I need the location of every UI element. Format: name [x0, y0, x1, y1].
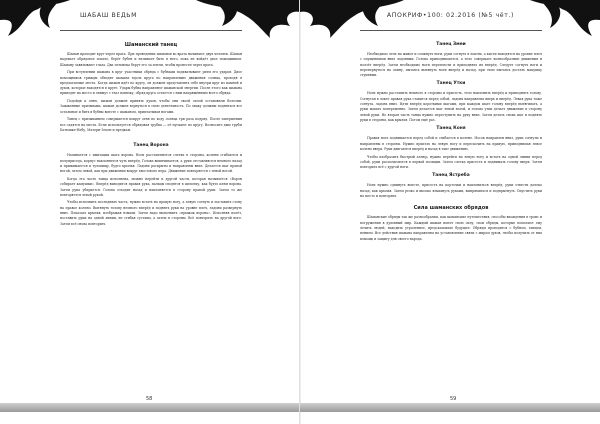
tribal-ornament-right [300, 0, 600, 40]
paragraph: Ноги нужно сдвинуть вместе, присесть на корточки и наклониться вперёд, руки отвести далеко назад, как крылья. Затем резко и высоко взмахнуть руками, выпрямиться и подпрыгнуть. Опустить руки на место и повторить. [360, 183, 542, 199]
tribal-ornament-left [0, 0, 300, 40]
section-title: Танец Утки [436, 81, 466, 87]
paragraph: Необходимо лечь на живот и сомкнуть ноги, руки согнуть в локтях, а кисти находятся на уровне плеч с опущенными вниз ладонями. Голова приподнимается, а тело совершает волнообразные движения и ползёт вперёд. Затем необходимо ноги переплести и приподнять их вперёд. Следует согнуть ноги и перевернуться на спину, пытаясь вытянуть ноги вперёд и назад, при этом пытаясь достать макушку ступнями. [360, 52, 542, 78]
section-title: Танец Коня [436, 126, 466, 132]
paragraph: Подойдя к огню, шаман должен принять духов, чтобы они своей силой остановили болезни. Зажженные призывами, шаман должен вернуться в свою деятельность. По знаку должны подняться все остальные и бить в бубны вместе с шаманом, приплатывая ногами. [60, 99, 242, 114]
paragraph: Чтобы изобразить быстрый аллюр, нужно перейти на левую ногу и встать на одной линии перед собой, руки располагаются в первой позиции. Затем слегка присесть и поднимать голову вверх. Затем повторить всё с другой ноги. [360, 154, 542, 170]
paragraph: При вступлении шамана в круг участники обряда с бубнами подхватывают ритм его ударов. Двое помощников трижды обводят шамана вдоль круга по направлению движения солнца, проходя в предлагаемые места. Когда шаман идёт по кругу, он должен представлять себе внутри круг из камней и духов, которые находятся в круге. Удары бубна направляют шаманской энергии. После этого как шамана приводят на место и снимут с глаз повязку, обряд круга остается с ним напряжённым всего обряда. [60, 70, 242, 96]
running-header: АПОКРИФ•100: 02.2016 (№5 чёт.) [386, 12, 514, 19]
bottom-bar [300, 403, 600, 412]
header-rule [360, 30, 542, 31]
paragraph: Правая нога поднимается перед собой и сгибается в колене. Носок направлен вниз, руки согнуты и направлены в стороны. Нужно прыгать на левую ногу и перескочить на правую, приподнимая левое колено вверх. Руки двигаются вперёд и назад в такт движению. [360, 136, 542, 151]
paragraph: Танец с призыванием совершается вокруг огня по ходу солнца три раза подряд. После завершения все садятся на места. Если используется обрядовая трубка — её пускают по кругу. Возносите дым трубы Батюшке-Небу, Матери-Земле и предкам. [60, 117, 242, 133]
paragraph: Начинается с имитации шага ворона. Ноги расставляются слегка в стороны, колени сгибаются и полуприседа, корпус наклоняется чуть вперёд. Голова выпячивается, а руки отставляются немного назад и прижимаются к туловищу, будто крылья. Ладони раскрыты и направлены вниз. Делается шаг правой ногой, затем левой, как при движении вокруг хвостового пера. Движение повторяется с левой ногой. [60, 153, 242, 174]
section-title: Шаманский танец [124, 42, 178, 48]
paragraph: Шаман проходит круг через врата. При проведении шаманов во врата начинают двух человек. Шаман надевает обрядовое платье, берёт бубен и начинает бить в него, пока не войдёт двое помощников. Шаману завязывают глаза. Два человека берут его за плечи, чтобы провести через врата. [60, 52, 242, 67]
running-header: ШАБАШ ВЕДЬМ [80, 12, 138, 19]
paragraph: Когда эта часть танца исполнена, можно перейти к другой части, которая называется «Ворон собирает камушки». Вперёд выводится правая рука, пальцы сводятся в щепотку, как будто клюв ворона. Затем рука убирается. Голова отходит назад и наклоняется в сторону правой руки. Затем то же повторяется левой рукой. [60, 176, 242, 197]
page-body [360, 42, 542, 244]
paragraph: Чтобы исполнить последнюю часть, нужно встать на правую ногу, а левую согнуть и поставить стопу на правое колено. Вытянуть голову немного вперёд и поднять руки на уровне плеч, ладони развернуть вниз. Показать крылья, изображая взмахи. Затем надо выполнить «прыжок ворона». Исполняя полёт, поставить руки на одной линии, не сгибая суставы, а затем в стороны. Всё повторить на другой ноге. Затем всё снова повторить. [60, 200, 242, 226]
page-number: 58 [146, 396, 153, 402]
header-rule [60, 30, 242, 31]
paragraph: Ноги нужно расставить немного в стороны и присесть, тело наклонить вперёд и приподнять голову. Согнутая в локте правая рука ставится перед собой, ладонь направлена вверх и вперёд. Левая рука тоже согнута, ладонь вниз. Идти вперёд короткими шагами, при каждом шаге голову вперёд вытягивать, а руки махать попеременно. Затем делается шаг левой ногой, и голова утки делает движение в сторону левой руки. Но вторая часть танца нужно переступить на руку вниз. Затем делать снова шаг и поднять руки в стороны, как крылья. Потом ещё раз. [360, 91, 542, 122]
page-number: 59 [450, 396, 457, 402]
section-title: Танец Ястреба [432, 173, 470, 179]
section-title: Танец Змеи [436, 42, 466, 47]
page-body [60, 42, 242, 229]
right-page [300, 0, 600, 424]
section-title: Сила шаманских обрядов [413, 205, 489, 212]
bottom-bar [0, 403, 300, 412]
section-title: Танец Ворона [133, 143, 169, 149]
paragraph: Шаманские обряды так же разнообразны, как шаманские путешествия, способы вхождения в транс и погружения в духовный мир. Каждый шаман имеет свою силу, свои обряды, которые помогают ему лечить людей, находить утраченное, предсказывать будущее. Обряды проводятся с бубном, танцем, пением. Все действия шамана направлены на установление связи с миром духов, чтобы получить от них помощь и защиту для своего народа. [360, 215, 542, 241]
